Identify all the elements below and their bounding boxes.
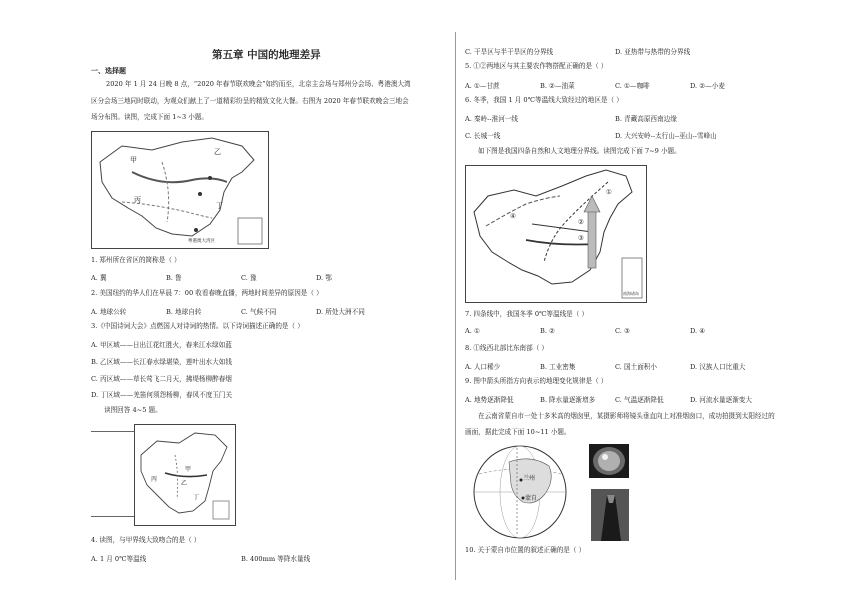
- q5-option-d[interactable]: D. ②—小麦: [690, 82, 725, 90]
- boundary-lines-map: [465, 165, 647, 303]
- q9-option-d[interactable]: D. 河流水量逐渐变大: [690, 396, 752, 404]
- q2-option-a[interactable]: A. 地球公转: [91, 308, 127, 316]
- question-6-stem: 6. 冬季，我国 1 月 0℃等温线大致经过的地区是（ ）: [465, 96, 623, 104]
- q8-option-d[interactable]: D. 汉族人口比重大: [690, 363, 746, 371]
- question-1-stem: 1. 郑州所在省区的简称是（ ）: [91, 256, 181, 264]
- q7-option-a[interactable]: A. ①: [465, 327, 480, 335]
- city-label: 蒙自: [525, 495, 538, 502]
- read-instruction: 读图回答 4~5 题。: [104, 406, 162, 414]
- q7-option-c[interactable]: C. ③: [615, 327, 630, 335]
- map-label: 丁: [216, 202, 223, 210]
- chimney-photo-top: [589, 444, 629, 478]
- q8-option-c[interactable]: C. 国土面积小: [615, 363, 657, 371]
- section-heading: 一、选择题: [91, 67, 126, 75]
- question-2-stem: 2. 美国纽约的华人们在早晨 7：00 收看春晚直播，两地时间差异的原因是（ ）: [91, 289, 323, 297]
- china-outline: [100, 138, 254, 236]
- region-boundary-line: [122, 202, 212, 218]
- venue-marker: [208, 176, 212, 180]
- boundary-line-4: [486, 196, 560, 226]
- q4-option-b[interactable]: B. 400mm 等降水量线: [241, 555, 311, 563]
- intro-line-1: 2020 年 1 月 24 日晚 8 点，“2020 年春节联欢晚会”如约而至，北京主会场与郑州分会场、粤港澳大湾: [106, 80, 411, 88]
- map-label: 南海诸岛: [623, 291, 639, 296]
- q4-option-a[interactable]: A. 1 月 0℃等温线: [91, 555, 147, 563]
- question-8-stem: 8. ①线西北部比东南部（ ）: [465, 344, 549, 352]
- inset-box: [213, 501, 229, 519]
- boundary-line-3: [526, 240, 596, 245]
- q3-option-c[interactable]: C. 丙区域——草长莺飞二月天，拂堤杨柳醉春烟: [91, 375, 232, 383]
- intro-line-3: 场分布图。读图，完成下面 1~3 小题。: [91, 113, 209, 121]
- intro-10-11-line-1: 在云南省蒙自市一处十多米高的烟囱里，某摄影师将镜头垂直向上对准烟囱口，成功拍摄到太阳经过的: [478, 412, 775, 420]
- intro-7-9: 如下图是我国四条自然和人文地理分界线。读图完成下面 7~9 小题。: [478, 147, 681, 155]
- q2-option-d[interactable]: D. 所处大洲不同: [316, 308, 365, 316]
- column-divider: [455, 32, 456, 580]
- map-2-pointer-line: [91, 516, 134, 517]
- direction-arrow-shaft: [588, 210, 596, 268]
- q6-option-d[interactable]: D. 大兴安岭--太行山--巫山--雪峰山: [615, 132, 717, 140]
- region-boundary-line: [132, 172, 227, 182]
- venue-marker: [198, 192, 202, 196]
- question-7-stem: 7. 四条线中，我国冬季 0℃等温线是（ ）: [465, 310, 589, 318]
- q7-option-d[interactable]: D. ④: [690, 327, 706, 335]
- map-label: 乙: [181, 480, 188, 487]
- q5-option-a[interactable]: A. ①—甘蔗: [465, 82, 500, 90]
- q6-option-a[interactable]: A. 秦岭--淮河一线: [465, 115, 518, 123]
- venue-marker: [194, 228, 198, 232]
- q9-option-b[interactable]: B. 降水量逐渐增多: [540, 396, 596, 404]
- q8-option-b[interactable]: B. 工业密集: [540, 363, 576, 371]
- map-label: ①: [606, 188, 612, 196]
- map-label: 丙: [134, 196, 141, 204]
- map-label: 粤港澳大湾区: [188, 239, 215, 244]
- q1-option-b[interactable]: B. 鲁: [166, 274, 182, 282]
- globe-figure: [465, 440, 575, 540]
- question-3-stem: 3.《中国诗词大会》点燃国人对诗词的热情。以下诗词描述正确的是（ ）: [91, 322, 304, 330]
- inset-box: [238, 218, 262, 244]
- china-region-map: [91, 131, 269, 249]
- q3-option-d[interactable]: D. 丁区域——羌笛何须怨杨柳，春风不度玉门关: [91, 391, 233, 399]
- question-10-stem: 10. 关于蒙自市位置的叙述正确的是（ ）: [465, 546, 586, 554]
- map-label: 丁: [193, 494, 200, 501]
- q1-option-d[interactable]: D. 鄂: [316, 274, 332, 282]
- map-label: 丙: [151, 476, 158, 483]
- boundary-line-jia: [165, 473, 207, 477]
- question-4-stem: 4. 读图，与甲界线大致吻合的是（ ）: [91, 536, 201, 544]
- q5-option-b[interactable]: B. ②—油菜: [540, 82, 575, 90]
- question-5-stem: 5. ①②两地区与其主要农作物搭配正确的是（ ）: [465, 62, 608, 70]
- map-label: ③: [578, 234, 584, 242]
- q9-option-c[interactable]: C. 气温逐渐降低: [615, 396, 664, 404]
- boundary-line: [175, 455, 178, 499]
- question-9-stem: 9. 图中箭头所指方向表示的地理变化规律是（ ）: [465, 377, 608, 385]
- q8-option-a[interactable]: A. 人口稀少: [465, 363, 501, 371]
- q6-option-b[interactable]: B. 青藏高原西南边缘: [615, 115, 677, 123]
- chimney-photo-bottom: [591, 489, 629, 541]
- map-label: ②: [578, 218, 584, 226]
- page-title: 第五章 中国的地理差异: [212, 49, 321, 61]
- q5-option-c[interactable]: C. ①—咖啡: [615, 82, 650, 90]
- map-2-pointer-line: [91, 431, 134, 432]
- q2-option-b[interactable]: B. 地球自转: [166, 308, 202, 316]
- q2-option-c[interactable]: C. 气候不同: [241, 308, 277, 316]
- q1-option-a[interactable]: A. 冀: [91, 274, 107, 282]
- q4-option-c[interactable]: C. 干旱区与半干旱区的分界线: [465, 48, 554, 56]
- map-label: 乙: [214, 148, 221, 156]
- q7-option-b[interactable]: B. ②: [540, 327, 555, 335]
- q6-option-c[interactable]: C. 长城一线: [465, 132, 501, 140]
- q4-option-d[interactable]: D. 亚热带与热带的分界线: [615, 48, 691, 56]
- direction-arrow-head: [584, 196, 600, 212]
- q1-option-c[interactable]: C. 豫: [241, 274, 257, 282]
- map-label: 甲: [185, 466, 192, 473]
- intro-10-11-line-2: 画面，据此完成下面 10~11 小题。: [465, 428, 571, 436]
- map-label: ④: [510, 212, 516, 220]
- china-line-map: [134, 424, 236, 526]
- q3-option-a[interactable]: A. 甲区域——日出江花红胜火，春来江水绿如蓝: [91, 341, 232, 349]
- q9-option-a[interactable]: A. 地势逐渐降低: [465, 396, 514, 404]
- boundary-line-1: [544, 182, 608, 262]
- intro-line-2: 区分会场三地同时联动，为观众们献上了一道精彩纷呈的精致文化大餐。右图为 2020 年春节联欢晚会三地会: [91, 97, 409, 105]
- map-label: 甲: [130, 156, 137, 164]
- region-boundary-line: [162, 162, 169, 222]
- q3-option-b[interactable]: B. 乙区域——长江春水绿堪染，莲叶出水大如钱: [91, 358, 232, 366]
- city-label: 兰州: [523, 475, 536, 482]
